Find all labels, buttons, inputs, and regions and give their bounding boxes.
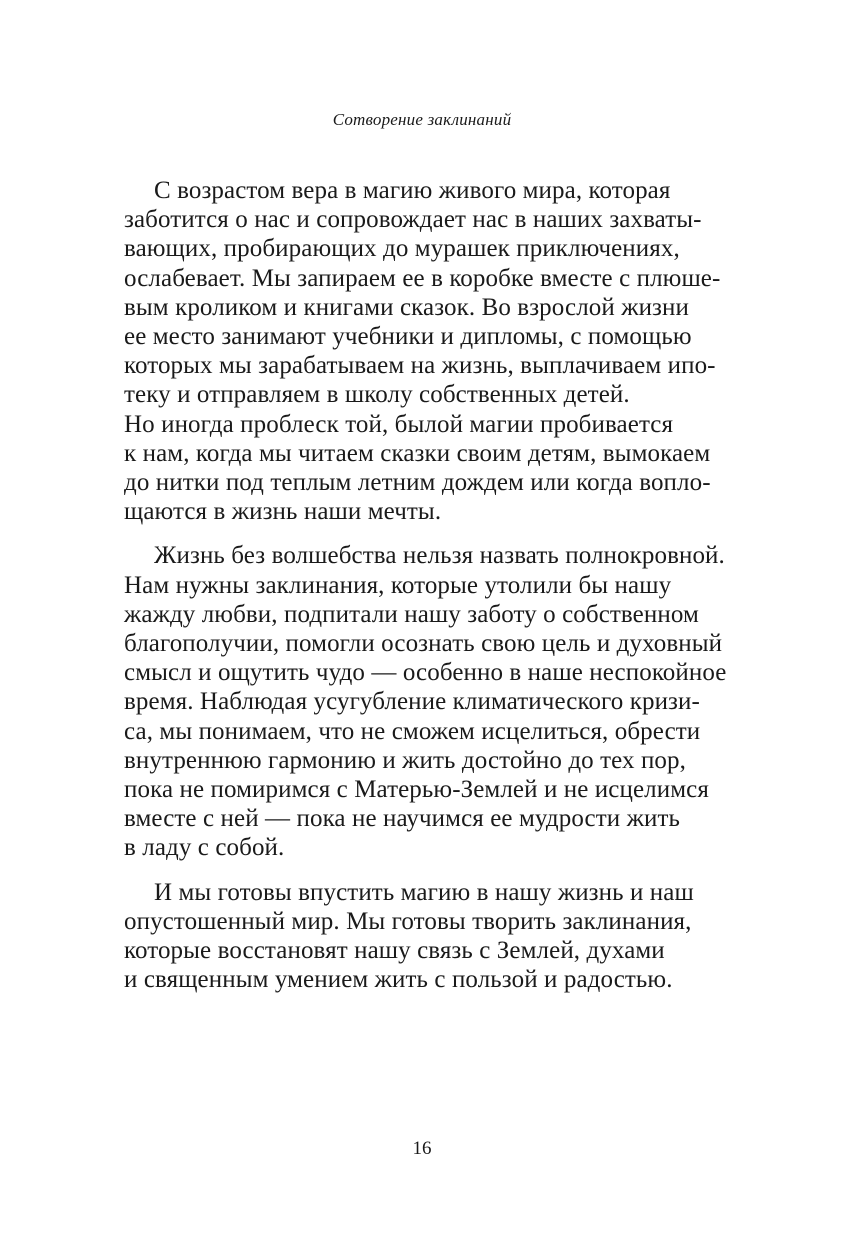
text-line: жажду любви, подпитали нашу заботу о собственном <box>124 600 699 628</box>
paragraph-1 <box>124 176 744 526</box>
text-line: внутреннюю гармонию и жить достойно до тех пор, <box>124 746 686 774</box>
page-number: 16 <box>412 1138 432 1159</box>
text-line: И мы готовы впустить магию в нашу жизнь и наш <box>154 878 694 906</box>
paragraph-2 <box>124 541 744 862</box>
text-line: пока не помиримся с Матерью-Землей и не исцелимся <box>124 776 709 804</box>
text-line: вым кроликом и книгами сказок. Во взрослой жизни <box>124 293 689 321</box>
text-line: до нитки под теплым летним дождем или когда вопло- <box>124 469 711 497</box>
text-line: время. Наблюдая усугубление климатического кризи- <box>124 688 700 716</box>
text-line: вместе с ней — пока не научимся ее мудрости жить <box>124 805 680 833</box>
text-line: заботится о нас и сопровождает нас в наших захваты- <box>124 206 702 234</box>
running-head: Сотворение заклинаний <box>332 110 512 129</box>
text-line: в ладу с собой. <box>124 834 285 862</box>
text-line: благополучии, помогли осознать свою цель и духовный <box>124 630 723 658</box>
text-line: опустошенный мир. Мы готовы творить заклинания, <box>124 907 692 935</box>
text-line: са, мы понимаем, что не сможем исцелиться, обрести <box>124 717 701 745</box>
text-line: которые восстановят нашу связь с Землей, духами <box>124 937 665 965</box>
text-line: ее место занимают учебники и дипломы, с помощью <box>124 323 692 351</box>
text-line: С возрастом вера в магию живого мира, которая <box>154 177 671 204</box>
paragraph-3 <box>124 878 744 995</box>
text-line: смысл и ощутить чудо — особенно в наше неспокойное <box>124 659 727 687</box>
text-line: вающих, пробирающих до мурашек приключениях, <box>124 235 680 263</box>
text-line: Жизнь без волшебства нельзя назвать полнокровной. <box>154 542 725 570</box>
text-line: щаются в жизнь наши мечты. <box>124 498 442 526</box>
text-line: которых мы зарабатываем на жизнь, выплачиваем ипо- <box>124 352 716 380</box>
text-line: и священным умением жить с пользой и радостью. <box>124 966 673 994</box>
text-line: к нам, когда мы читаем сказки своим детям, вымокаем <box>124 439 711 467</box>
text-line: Нам нужны заклинания, которые утолили бы нашу <box>124 571 672 599</box>
text-line: теку и отправляем в школу собственных детей. <box>124 381 630 409</box>
text-line: Но иногда проблеск той, былой магии пробивается <box>124 410 674 438</box>
text-line: ослабевает. Мы запираем ее в коробке вместе с плюше- <box>124 264 721 292</box>
body-text <box>124 176 744 1009</box>
